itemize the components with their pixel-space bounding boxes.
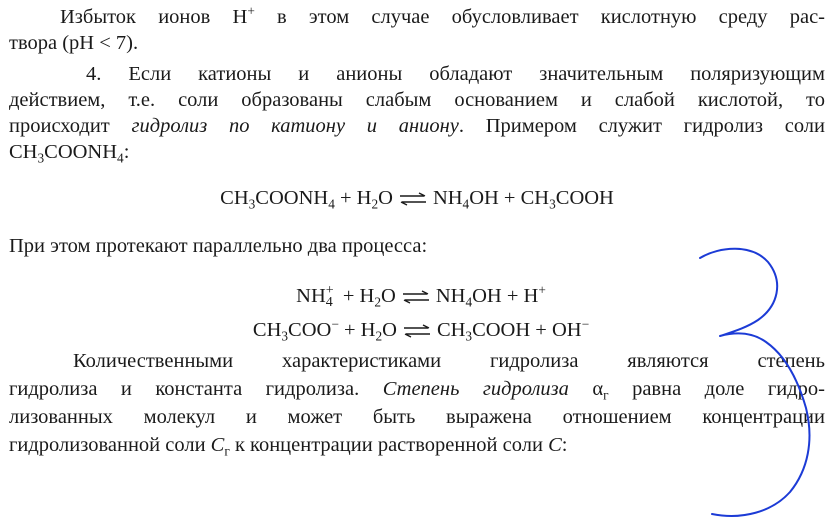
text-segment: . Примером служит гидролиз соли [458, 115, 825, 137]
text-segment: COO [288, 319, 332, 341]
text-segment: + H [337, 285, 375, 307]
subscript: 3 [37, 150, 45, 166]
text-segment: O [382, 319, 397, 341]
subscript: 3 [281, 328, 289, 344]
equation-3 [9, 318, 825, 342]
text-segment: + H [338, 319, 376, 341]
subscript: 4 [117, 150, 124, 166]
superscript: − [331, 316, 339, 332]
charge-stack [325, 283, 338, 310]
italic-variable: C [548, 434, 562, 456]
text-segment: : [561, 434, 568, 456]
subscript: 2 [371, 196, 379, 212]
text-segment: COOH [555, 187, 614, 209]
subscript: 3 [248, 196, 256, 212]
text-segment: NH [435, 285, 466, 307]
text-segment: равна доле гидро- [608, 378, 825, 400]
equilibrium-arrows-icon [402, 290, 430, 304]
text-segment: лизованных молекул и может быть выражена отношением концентрации [9, 406, 825, 428]
paragraph-1-line-1 [9, 5, 825, 29]
text-segment: 4. Если катионы и анионы обладают значительным поляризующим [86, 63, 825, 85]
text-segment: Избыток ионов H [60, 6, 248, 28]
paragraph-1-line-2 [9, 31, 825, 55]
subscript: 3 [465, 328, 473, 344]
text-segment: OH + H [472, 285, 539, 307]
text-segment: NH [432, 187, 463, 209]
paragraph-4-line-2 [9, 377, 825, 401]
subscript: г [603, 387, 609, 403]
text-segment: OH + CH [469, 187, 550, 209]
text-segment: Количественными характеристиками гидролиза являются степень [73, 350, 825, 372]
text-segment: гидролизованной соли [9, 434, 211, 456]
text-segment: α [568, 378, 604, 400]
subscript: 3 [549, 196, 556, 212]
paragraph-4-line-1 [9, 349, 825, 373]
equilibrium-arrows-icon [399, 192, 427, 206]
subscript: 4 [325, 295, 333, 310]
subscript: 2 [374, 294, 382, 310]
subscript: 4 [465, 294, 473, 310]
superscript: + [325, 283, 334, 298]
text-segment: действием, т.е. соли образованы слабым основанием и слабой кислотой, то [9, 89, 825, 111]
italic-variable: C [210, 434, 225, 456]
superscript: + [247, 3, 255, 19]
text-segment: COOH + OH [472, 319, 582, 341]
paragraph-2-line-4 [9, 140, 825, 164]
paragraph-4-line-4 [9, 433, 825, 457]
text-segment: CH [220, 187, 249, 209]
text-segment: CH [252, 319, 282, 341]
superscript: − [581, 316, 590, 332]
text-segment: CH [9, 141, 38, 163]
equation-1 [9, 186, 825, 210]
subscript: г [224, 443, 230, 459]
text-segment: происходит [9, 115, 132, 137]
text-segment: : [123, 141, 130, 163]
text-segment: к концентрации растворенной соли [229, 434, 549, 456]
paragraph-3-line-1 [9, 234, 825, 258]
paragraph-4-line-3 [9, 405, 825, 429]
subscript: 4 [462, 196, 470, 212]
italic-term: Степень гидролиза [382, 378, 569, 400]
subscript: 2 [375, 328, 383, 344]
paragraph-2-line-3 [9, 114, 825, 138]
text-segment: CH [436, 319, 466, 341]
text-segment: COONH [44, 141, 118, 163]
equation-2 [9, 284, 825, 308]
text-segment: твора (pH < 7). [9, 32, 139, 54]
text-segment: COONH [255, 187, 329, 209]
paragraph-2-line-2 [9, 88, 825, 112]
equilibrium-arrows-icon [403, 324, 431, 338]
text-segment: в этом случае обусловливает кислотную среду рас- [254, 6, 825, 28]
paragraph-2-line-1 [9, 62, 825, 86]
italic-term: гидролиз по катиону и аниону [131, 115, 459, 137]
text-segment: NH [296, 285, 326, 307]
text-segment: O [381, 285, 396, 307]
text-segment: При этом протекают параллельно два процесса: [9, 235, 428, 257]
text-segment: + H [334, 187, 372, 209]
subscript: 4 [328, 196, 335, 212]
text-segment: O [378, 187, 393, 209]
text-segment: гидролиза и константа гидролиза. [9, 378, 383, 400]
superscript: + [538, 282, 546, 298]
